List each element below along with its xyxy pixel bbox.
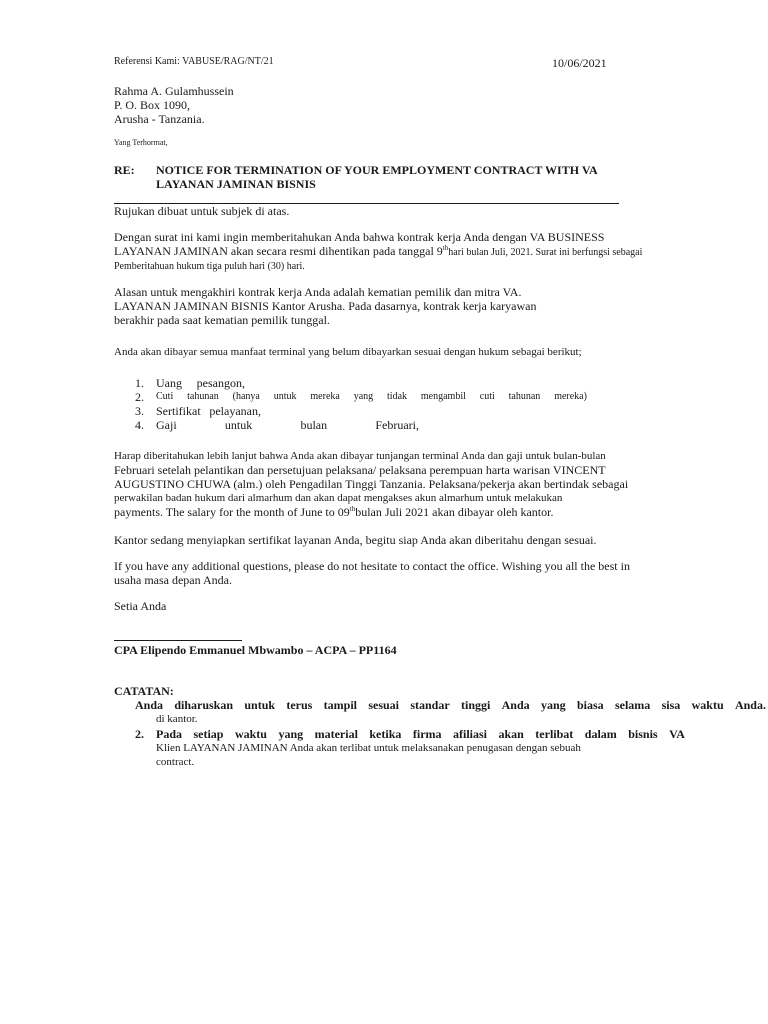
paragraph-3 — [114, 449, 628, 519]
note-item-2-number: 2. — [135, 727, 144, 741]
subject-line-2: LAYANAN JAMINAN BISNIS — [156, 177, 316, 191]
note-item-1-line-2: di kantor. — [156, 713, 198, 725]
paragraph-1-line-1: Dengan surat ini kami ingin memberitahukan Anda bahwa kontrak kerja Anda dengan VA BUSINESS — [114, 230, 605, 244]
recipient-address — [114, 84, 234, 126]
reference-number: Referensi Kami: VABUSE/RAG/NT/21 — [114, 56, 274, 67]
subject-text — [156, 163, 598, 191]
paragraph-2-line-3: berakhir pada saat kematian pemilik tunggal. — [114, 313, 330, 327]
list-item: 4. Gaji untuk bulan Februari, — [135, 418, 419, 432]
signature-line — [114, 640, 242, 641]
paragraph-2 — [114, 285, 536, 327]
paragraph-3-line-1: Harap diberitahukan lebih lanjut bahwa Anda akan dibayar tunjangan terminal Anda dan gaji untuk bulan-bulan — [114, 450, 606, 462]
benefits-intro: Anda akan dibayar semua manfaat terminal yang belum dibayarkan sesuai dengan hukum sebagai berikut; — [114, 346, 582, 358]
paragraph-3-line-5: payments. The salary for the month of June to 09thbulan Juli 2021 akan dibayar oleh kantor. — [114, 505, 554, 519]
note-item-2-line-3: contract. — [156, 756, 195, 768]
paragraph-3-line-2: Februari setelah pelantikan dan persetujuan pelaksana/ pelaksana perempuan harta warisan VINCENT — [114, 463, 606, 477]
paragraph-1 — [114, 230, 642, 273]
list-item: 3. Sertifikat pelayanan, — [135, 404, 261, 418]
note-item-2-line-2: Klien LAYANAN JAMINAN Anda akan terlibat untuk melaksanakan penugasan dengan sebuah — [156, 742, 581, 754]
list-item: 2. Cuti tahunan (hanya untuk mereka yang tidak mengambil cuti tahunan mereka) — [135, 390, 587, 404]
paragraph-3-line-4: perwakilan badan hukum dari almarhum dan akan dapat mengakses akun almarhum untuk melakukan — [114, 492, 563, 504]
intro-text: Rujukan dibuat untuk subjek di atas. — [114, 204, 290, 218]
signatory-name: CPA Elipendo Emmanuel Mbwambo – ACPA – PP1164 — [114, 643, 397, 657]
recipient-box: P. O. Box 1090, — [114, 98, 191, 112]
recipient-city: Arusha - Tanzania. — [114, 112, 205, 126]
paragraph-4: Kantor sedang menyiapkan sertifikat layanan Anda, begitu siap Anda akan diberitahu dengan sesuai. — [114, 533, 597, 547]
subject-line-1: NOTICE FOR TERMINATION OF YOUR EMPLOYMENT CONTRACT WITH VA — [156, 163, 598, 177]
recipient-name: Rahma A. Gulamhussein — [114, 84, 234, 98]
note-item-2-continuation — [156, 741, 581, 769]
paragraph-3-line-3: AUGUSTINO CHUWA (alm.) oleh Pengadilan Tinggi Tanzania. Pelaksana/pekerja akan bertindak sebagai — [114, 477, 629, 491]
paragraph-5-line-2: usaha masa depan Anda. — [114, 573, 232, 587]
paragraph-2-line-1: Alasan untuk mengakhiri kontrak kerja Anda adalah kematian pemilik dan mitra VA. — [114, 285, 522, 299]
ordinal-suffix: th — [442, 244, 449, 252]
note-item-2-line-1: Pada setiap waktu yang material ketika firma afiliasi akan terlibat dalam bisnis VA — [156, 727, 685, 741]
paragraph-5-line-1: If you have any additional questions, please do not hesitate to contact the office. Wishing you all the best in — [114, 559, 630, 573]
paragraph-1-line-2: LAYANAN JAMINAN akan secara resmi dihentikan pada tanggal 9thhari bulan Juli, 2021. Surat ini berfungsi sebagai — [114, 244, 643, 258]
paragraph-5 — [114, 559, 630, 587]
benefits-list — [135, 376, 587, 432]
closing: Setia Anda — [114, 599, 167, 613]
letter-date: 10/06/2021 — [552, 56, 607, 70]
ordinal-suffix: th — [349, 505, 356, 513]
note-item-1-line-1: Anda diharuskan untuk terus tampil sesuai standar tinggi Anda yang biasa selama sisa waktu Anda. — [135, 698, 766, 712]
paragraph-1-line-3: Pemberitahuan hukum tiga puluh hari (30) hari. — [114, 261, 305, 272]
subject-prefix: RE: — [114, 163, 135, 177]
list-item: 1. Uang pesangon, — [135, 376, 245, 390]
salutation: Yang Terhormat, — [114, 138, 168, 147]
notes-heading: CATATAN: — [114, 684, 174, 698]
paragraph-2-line-2: LAYANAN JAMINAN BISNIS Kantor Arusha. Pada dasarnya, kontrak kerja karyawan — [114, 299, 537, 313]
